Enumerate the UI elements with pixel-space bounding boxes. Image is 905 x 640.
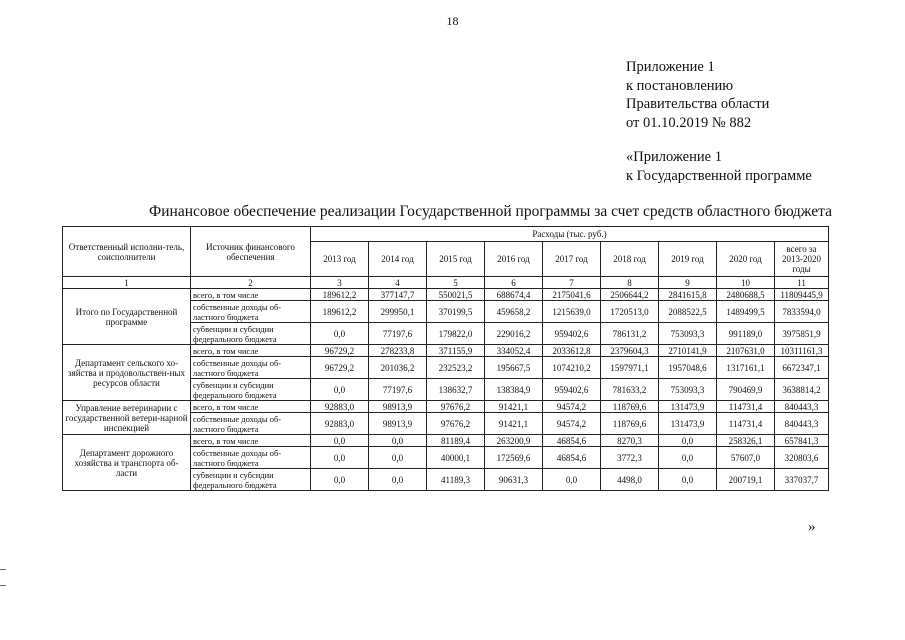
value-cell: 370199,5: [427, 301, 485, 323]
value-cell: 790469,9: [717, 379, 775, 401]
value-cell: 786131,2: [601, 323, 659, 345]
value-cell: 657841,3: [775, 435, 829, 447]
value-cell: 98913,9: [369, 413, 427, 435]
value-cell: 0,0: [311, 469, 369, 491]
header-year: 2017 год: [543, 242, 601, 277]
value-cell: 0,0: [369, 469, 427, 491]
column-number: 6: [485, 277, 543, 289]
value-cell: 114731,4: [717, 413, 775, 435]
value-cell: 195667,5: [485, 357, 543, 379]
value-cell: 77197,6: [369, 379, 427, 401]
value-cell: 3638814,2: [775, 379, 829, 401]
column-number: 1: [63, 277, 191, 289]
value-cell: 1489499,5: [717, 301, 775, 323]
column-number: 8: [601, 277, 659, 289]
value-cell: 334052,4: [485, 345, 543, 357]
source-cell: всего, в том числе: [191, 435, 311, 447]
value-cell: 959402,6: [543, 379, 601, 401]
value-cell: 2033612,8: [543, 345, 601, 357]
value-cell: 753093,3: [659, 379, 717, 401]
value-cell: 118769,6: [601, 401, 659, 413]
value-cell: 991189,0: [717, 323, 775, 345]
value-cell: 97676,2: [427, 401, 485, 413]
header-year: 2016 год: [485, 242, 543, 277]
value-cell: 0,0: [659, 435, 717, 447]
value-cell: 377147,7: [369, 289, 427, 301]
appendix-line: от 01.10.2019 № 882: [626, 114, 752, 131]
closing-quote: »: [808, 519, 816, 535]
value-cell: 91421,1: [485, 401, 543, 413]
value-cell: 97676,2: [427, 413, 485, 435]
value-cell: 258326,1: [717, 435, 775, 447]
margin-mark: [0, 585, 6, 586]
value-cell: 8270,3: [601, 435, 659, 447]
table-row: [63, 345, 829, 357]
value-cell: 0,0: [659, 447, 717, 469]
header-responsible: Ответственный исполни-тель, соисполнители: [63, 227, 191, 277]
column-number: 9: [659, 277, 717, 289]
header-year: 2014 год: [369, 242, 427, 277]
table-row: [63, 435, 829, 447]
value-cell: 781633,2: [601, 379, 659, 401]
value-cell: 550021,5: [427, 289, 485, 301]
value-cell: 77197,6: [369, 323, 427, 345]
value-cell: 2506644,2: [601, 289, 659, 301]
header-source: Источник финансового обеспечения: [191, 227, 311, 277]
column-number: 11: [775, 277, 829, 289]
margin-mark: [0, 569, 6, 570]
value-cell: 0,0: [369, 447, 427, 469]
source-cell: всего, в том числе: [191, 345, 311, 357]
value-cell: 232523,2: [427, 357, 485, 379]
value-cell: 753093,3: [659, 323, 717, 345]
page-number: 18: [446, 14, 459, 28]
value-cell: 278233,8: [369, 345, 427, 357]
value-cell: 46854,6: [543, 447, 601, 469]
value-cell: 2107631,0: [717, 345, 775, 357]
value-cell: 2710141,9: [659, 345, 717, 357]
value-cell: 1074210,2: [543, 357, 601, 379]
column-number: 7: [543, 277, 601, 289]
value-cell: 0,0: [311, 435, 369, 447]
value-cell: 90631,3: [485, 469, 543, 491]
appendix-block: [626, 58, 769, 132]
value-cell: 189612,2: [311, 301, 369, 323]
value-cell: 96729,2: [311, 345, 369, 357]
value-cell: 138632,7: [427, 379, 485, 401]
value-cell: 94574,2: [543, 413, 601, 435]
value-cell: 179822,0: [427, 323, 485, 345]
value-cell: 172569,6: [485, 447, 543, 469]
responsible-cell: Департамент дорожного хозяйства и транспорта об-ласти: [63, 435, 191, 491]
value-cell: 0,0: [311, 447, 369, 469]
value-cell: 459658,2: [485, 301, 543, 323]
header-year: 2015 год: [427, 242, 485, 277]
value-cell: 131473,9: [659, 401, 717, 413]
value-cell: 4498,0: [601, 469, 659, 491]
value-cell: 2379604,3: [601, 345, 659, 357]
value-cell: 96729,2: [311, 357, 369, 379]
value-cell: 189612,2: [311, 289, 369, 301]
value-cell: 0,0: [659, 469, 717, 491]
column-number: 2: [191, 277, 311, 289]
source-cell: всего, в том числе: [191, 401, 311, 413]
value-cell: 114731,4: [717, 401, 775, 413]
value-cell: 131473,9: [659, 413, 717, 435]
value-cell: 299950,1: [369, 301, 427, 323]
document-title: Финансовое обеспечение реализации Государственной программы за счет средств областного бюджета: [149, 203, 832, 220]
column-number: 4: [369, 277, 427, 289]
financing-table: [62, 226, 829, 491]
column-number: 3: [311, 277, 369, 289]
value-cell: 3772,3: [601, 447, 659, 469]
value-cell: 371155,9: [427, 345, 485, 357]
value-cell: 0,0: [543, 469, 601, 491]
header-year: 2019 год: [659, 242, 717, 277]
value-cell: 688674,4: [485, 289, 543, 301]
header-expenses: Расходы (тыс. руб.): [311, 227, 829, 242]
value-cell: 2480688,5: [717, 289, 775, 301]
value-cell: 0,0: [311, 379, 369, 401]
value-cell: 81189,4: [427, 435, 485, 447]
value-cell: 92883,0: [311, 413, 369, 435]
value-cell: 57607,0: [717, 447, 775, 469]
table-row: [63, 401, 829, 413]
value-cell: 200719,1: [717, 469, 775, 491]
source-cell: собственные доходы об-ластного бюджета: [191, 413, 311, 435]
value-cell: 2088522,5: [659, 301, 717, 323]
value-cell: 91421,1: [485, 413, 543, 435]
value-cell: 0,0: [311, 323, 369, 345]
table-row: [63, 289, 829, 301]
value-cell: 92883,0: [311, 401, 369, 413]
appendix-line: к постановлению: [626, 77, 734, 94]
appendix-line: Приложение 1: [626, 59, 715, 75]
appendix-line: «Приложение 1: [626, 149, 722, 165]
value-cell: 1317161,1: [717, 357, 775, 379]
value-cell: 1215639,0: [543, 301, 601, 323]
value-cell: 1720513,0: [601, 301, 659, 323]
value-cell: 840443,3: [775, 401, 829, 413]
program-appendix-block: [626, 148, 812, 185]
value-cell: 840443,3: [775, 413, 829, 435]
appendix-line: к Государственной программе: [626, 167, 812, 184]
value-cell: 46854,6: [543, 435, 601, 447]
appendix-line: Правительства области: [626, 96, 770, 112]
responsible-cell: Итого по Государственной программе: [63, 289, 191, 345]
value-cell: 959402,6: [543, 323, 601, 345]
column-numbers-row: [63, 277, 829, 289]
value-cell: 10311161,3: [775, 345, 829, 357]
source-cell: собственные доходы об-ластного бюджета: [191, 301, 311, 323]
value-cell: 2175041,6: [543, 289, 601, 301]
value-cell: 0,0: [369, 435, 427, 447]
value-cell: 1597971,1: [601, 357, 659, 379]
column-number: 5: [427, 277, 485, 289]
value-cell: 138384,9: [485, 379, 543, 401]
header-year: 2013 год: [311, 242, 369, 277]
value-cell: 98913,9: [369, 401, 427, 413]
column-number: 10: [717, 277, 775, 289]
source-cell: собственные доходы об-ластного бюджета: [191, 447, 311, 469]
source-cell: субвенции и субсидии федерального бюджета: [191, 323, 311, 345]
value-cell: 337037,7: [775, 469, 829, 491]
source-cell: собственные доходы об-ластного бюджета: [191, 357, 311, 379]
value-cell: 3975851,9: [775, 323, 829, 345]
value-cell: 11809445,9: [775, 289, 829, 301]
value-cell: 118769,6: [601, 413, 659, 435]
value-cell: 7833594,0: [775, 301, 829, 323]
source-cell: всего, в том числе: [191, 289, 311, 301]
value-cell: 40000,1: [427, 447, 485, 469]
header-year: 2018 год: [601, 242, 659, 277]
value-cell: 94574,2: [543, 401, 601, 413]
value-cell: 2841615,8: [659, 289, 717, 301]
value-cell: 1957048,6: [659, 357, 717, 379]
responsible-cell: Департамент сельского хо-зяйства и продовольствен-ных ресурсов области: [63, 345, 191, 401]
source-cell: субвенции и субсидии федерального бюджета: [191, 469, 311, 491]
source-cell: субвенции и субсидии федерального бюджета: [191, 379, 311, 401]
value-cell: 229016,2: [485, 323, 543, 345]
value-cell: 201036,2: [369, 357, 427, 379]
header-year-total: всего за 2013-2020 годы: [775, 242, 829, 277]
header-year: 2020 год: [717, 242, 775, 277]
value-cell: 41189,3: [427, 469, 485, 491]
value-cell: 6672347,1: [775, 357, 829, 379]
value-cell: 320803,6: [775, 447, 829, 469]
value-cell: 263200,9: [485, 435, 543, 447]
responsible-cell: Управление ветеринарии с государственной ветери-нарной инспекцией: [63, 401, 191, 435]
table-body: [63, 277, 829, 491]
